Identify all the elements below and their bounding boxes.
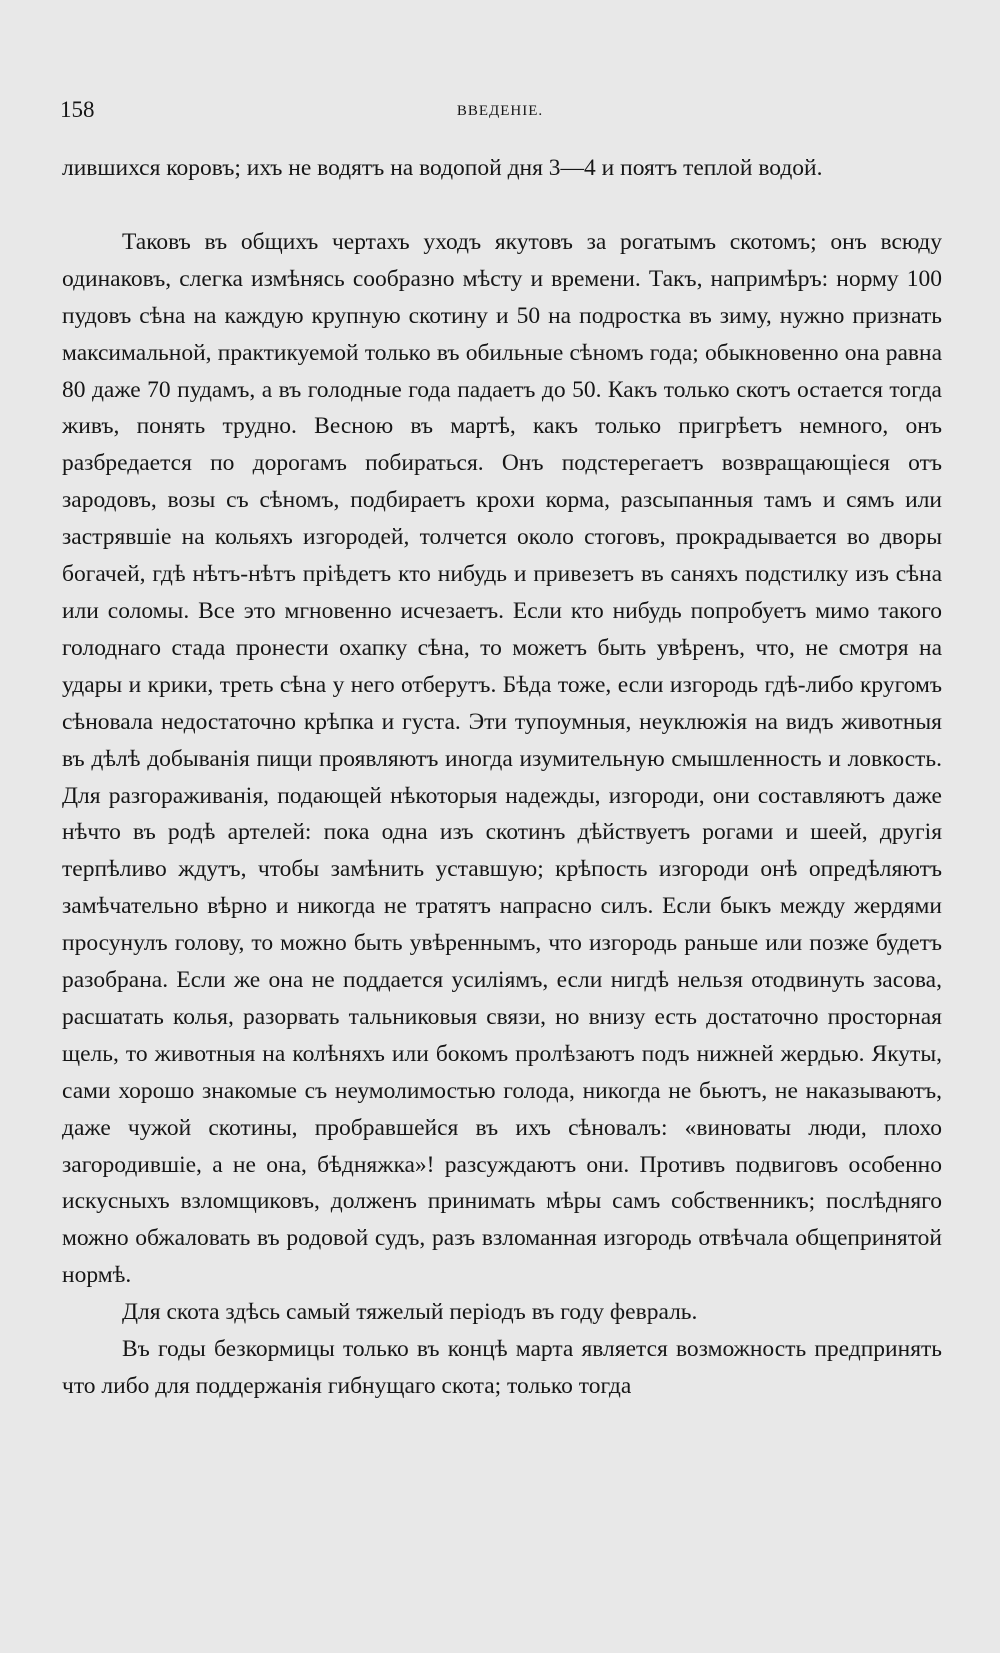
paragraph-cattle-care: Таковъ въ общихъ чертахъ уходъ якутовъ за рогатымъ скотомъ; онъ всюду одинаковъ, слегка измѣнясь сообразно мѣсту и времени. Такъ, напримѣръ: норму 100 пудовъ сѣна на каждую крупную скотину и 50 на подростка въ зиму, нужно признать максимальной, практикуемой только въ обильные сѣномъ года; обыкновенно она равна 80 даже 70 пудамъ, а въ голодные года падаетъ до 50. Какъ только скотъ остается тогда живъ, понять трудно. Весною въ мартѣ, какъ только пригрѣетъ немного, онъ разбредается по дорогамъ побираться. Онъ подстерегаетъ возвращающіеся отъ зародовъ, возы съ сѣномъ, подбираетъ крохи корма, разсыпанныя тамъ и сямъ или застрявшіе на кольяхъ изгородей, толчется около стоговъ, прокрадывается во дворы богачей, гдѣ нѣтъ-нѣтъ пріѣдетъ кто нибудь и привезетъ въ саняхъ подстилку изъ сѣна или соломы. Все это мгновенно исчезаетъ. Если кто нибудь попробуетъ мимо такого голоднаго стада пронести охапку сѣна, то можетъ быть увѣренъ, что, не смотря на удары и крики, треть сѣна у него отберутъ. Бѣда тоже, если изгородь гдѣ-либо кругомъ сѣновала недостаточно крѣпка и густа. Эти тупоумныя, неуклюжія на видъ животныя въ дѣлѣ добыванія пищи проявляютъ иногда изумительную смышленность и ловкость. Для разгораживанія, подающей нѣкоторыя надежды, изгороди, они составляютъ даже нѣчто въ родѣ артелей: пока одна изъ скотинъ дѣйствуетъ рогами и шеей, другія терпѣливо ждутъ, чтобы замѣнить уставшую; крѣпость изгороди онѣ опредѣляютъ замѣчательно вѣрно и никогда не тратятъ напрасно силъ. Если быкъ между жердями просунулъ голову, то можно быть увѣреннымъ, что изгородь раньше или позже будетъ разобрана. Если же она не поддается усиліямъ, если нигдѣ нельзя отодвинуть засова, расшатать колья, разорвать тальниковыя связи, но внизу есть достаточно просторная щель, то животныя на колѣняхъ или бокомъ пролѣзаютъ подъ нижней жердью. Якуты, сами хорошо знакомые съ неумолимостью голода, никогда не бьютъ, не наказываютъ, даже чужой скотины, пробравшейся въ ихъ сѣновалъ: «виноваты люди, плохо загородившіе, а не она, бѣдняжка»! разсуждаютъ они. Противъ подвиговъ особенно искусныхъ взломщиковъ, долженъ принимать мѣры самъ собственникъ; послѣдняго можно обжаловать въ родовой судъ, разъ взломанная изгородь отвѣчала общепринятой нормѣ. [62, 228, 942, 1289]
page-number: 158 [60, 97, 95, 122]
paragraph-continuation: лившихся коровъ; ихъ не водятъ на водопой дня 3—4 и поятъ теплой водой. [62, 155, 823, 181]
paragraph-february: Для скота здѣсь самый тяжелый періодъ въ году февраль. [122, 1299, 698, 1326]
running-title: ВВЕДЕНІЕ. [456, 103, 544, 119]
page-body [62, 150, 942, 1405]
paragraph-famine-years: Въ годы безкормицы только въ концѣ марта является возможность предпринять что либо для поддержанія гибнущаго скота; только тогда [62, 1336, 942, 1399]
